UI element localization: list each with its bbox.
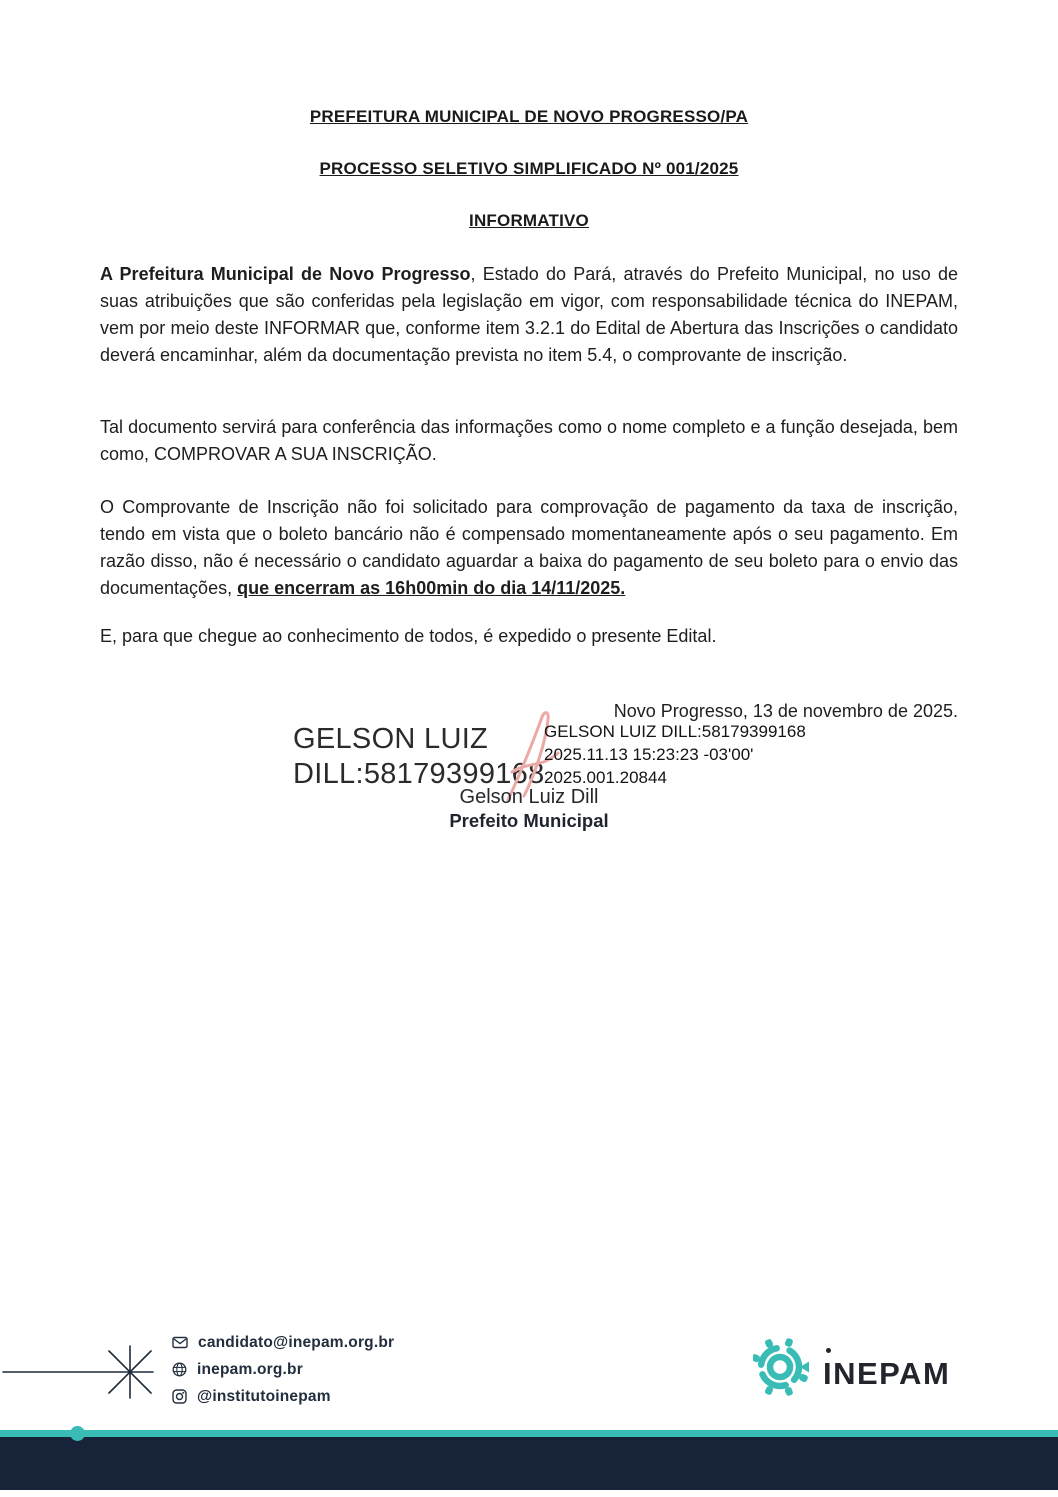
paragraph-2: Tal documento servirá para conferência das informações como o nome completo e a função desejada, bem como, COMPROVAR A SUA INSCRIÇÃO. xyxy=(100,417,958,464)
certificate-line-2: 2025.11.13 15:23:23 -03'00' xyxy=(544,745,754,764)
signer-name: Gelson Luiz Dill xyxy=(459,786,599,808)
globe-icon xyxy=(172,1362,187,1377)
stamp-line-1: GELSON LUIZ xyxy=(293,723,489,755)
inepam-wordmark-dot xyxy=(826,1348,831,1353)
contact-email xyxy=(172,1332,394,1353)
stamp-line-2: DILL:58179399168 xyxy=(293,758,545,790)
certificate-details xyxy=(544,720,806,789)
asterisk-decoration-icon xyxy=(0,1338,162,1413)
document-title-line2: PROCESSO SELETIVO SIMPLIFICADO Nº 001/2025 xyxy=(319,159,739,178)
contact-website-label: inepam.org.br xyxy=(197,1360,303,1378)
footer-navy-bar xyxy=(0,1437,1058,1490)
paragraph-1 xyxy=(100,261,958,369)
signer-role: Prefeito Municipal xyxy=(449,810,609,831)
contact-instagram-label: @institutoinepam xyxy=(197,1387,331,1405)
document-title-line3: INFORMATIVO xyxy=(469,211,589,230)
certificate-line-3: 2025.001.20844 xyxy=(544,768,667,787)
inepam-wordmark: INEPAM xyxy=(823,1356,951,1391)
instagram-icon xyxy=(172,1389,187,1404)
email-icon xyxy=(172,1336,188,1349)
contact-website xyxy=(172,1359,394,1380)
certificate-line-1: GELSON LUIZ DILL:58179399168 xyxy=(544,722,806,741)
paragraph-3-deadline: que encerram as 16h00min do dia 14/11/2025. xyxy=(237,578,626,598)
paragraph-1-text: , Estado do Pará, através do Prefeito Municipal, no uso de suas atribuições que são conferidas pela legislação em vigor, com responsabilidade técnica do INEPAM, vem por meio deste INFORMAR que, conforme item 3.2.1 do Edital de Abertura das Inscrições o candidato deverá encaminhar, além da documentação prevista no item 5.4, o comprovante de inscrição. xyxy=(100,264,958,365)
date-line: Novo Progresso, 13 de novembro de 2025. xyxy=(613,701,958,721)
inepam-gear-icon xyxy=(753,1337,813,1397)
inepam-logo xyxy=(753,1337,951,1397)
paragraph-4: E, para que chegue ao conhecimento de todos, é expedido o presente Edital. xyxy=(100,626,717,646)
footer-teal-dot xyxy=(70,1426,85,1441)
contact-instagram xyxy=(172,1386,394,1407)
footer-teal-line xyxy=(0,1430,1058,1437)
paragraph-3 xyxy=(100,494,958,602)
document-title-line1: PREFEITURA MUNICIPAL DE NOVO PROGRESSO/PA xyxy=(309,107,749,126)
contact-list xyxy=(172,1332,394,1407)
contact-email-label: candidato@inepam.org.br xyxy=(198,1333,395,1351)
paragraph-3-text: O Comprovante de Inscrição não foi solicitado para comprovação de pagamento da taxa de inscrição, tendo em vista que o boleto bancário não é compensado momentaneamente após o seu pagamento. Em razão disso, não é necessário o candidato aguardar a baixa do pagamento de seu boleto para o envio das documentações, xyxy=(100,497,958,598)
paragraph-1-bold-lead: A Prefeitura Municipal de Novo Progresso xyxy=(100,264,471,284)
